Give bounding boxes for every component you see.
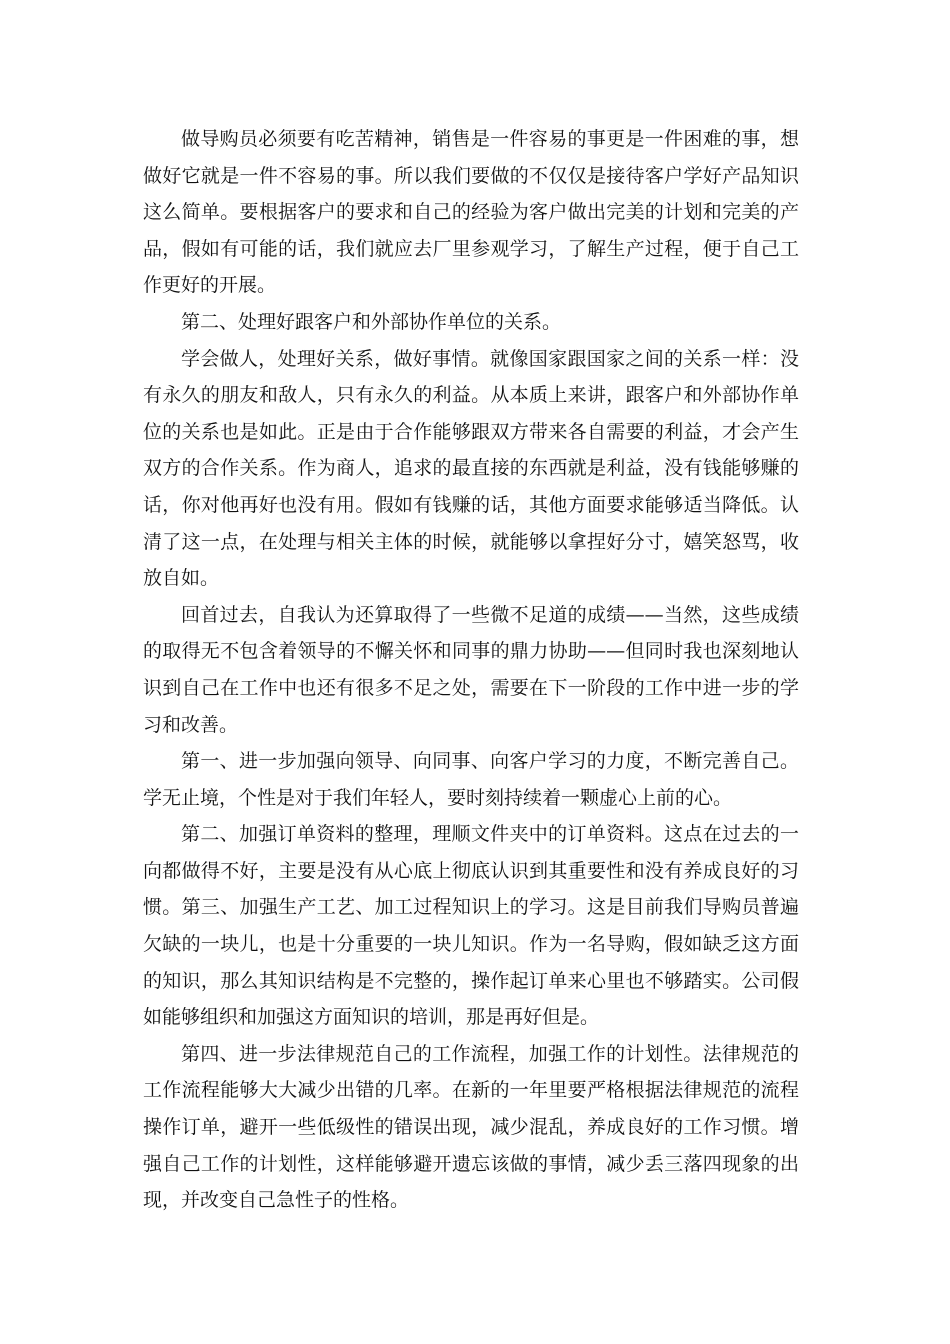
paragraph-second-third: 第二、加强订单资料的整理，理顺文件夹中的订单资料。这点在过去的一向都做得不好，主要是没有从心底上彻底认识到其重要性和没有养成良好的习惯。第三、加强生产工艺、加工过程知识上的学习。这是目前我们导购员普遍欠缺的一块儿，也是十分重要的一块儿知识。作为一名导购，假如缺乏这方面的知识，那么其知识结构是不完整的，操作起订单来心里也不够踏实。公司假如能够组织和加强这方面知识的培训，那是再好但是。 [143,823,799,1029]
document-body [143,121,799,1219]
paragraph-fourth-process: 第四、进一步法律规范自己的工作流程，加强工作的计划性。法律规范的工作流程能够大大减少出错的几率。在新的一年里要严格根据法律规范的流程操作订单，避开一些低级性的错误出现，减少混乱，养成良好的工作习惯。增强自己工作的计划性，这样能够避开遗忘该做的事情，减少丢三落四现象的出现，并改变自己急性子的性格。 [143,1042,799,1212]
paragraph-relations: 学会做人，处理好关系，做好事情。就像国家跟国家之间的关系一样：没有永久的朋友和敌人，只有永久的利益。从本质上来讲，跟客户和外部协作单位的关系也是如此。正是由于合作能够跟双方带来各自需要的利益，才会产生双方的合作关系。作为商人，追求的最直接的东西就是利益，没有钱能够赚的话，你对他再好也没有用。假如有钱赚的话，其他方面要求能够适当降低。认清了这一点，在处理与相关主体的时候，就能够以拿捏好分寸，嬉笑怒骂，收放自如。 [143,347,799,590]
paragraph-first-learning: 第一、进一步加强向领导、向同事、向客户学习的力度，不断完善自己。学无止境，个性是对于我们年轻人，要时刻持续着一颗虚心上前的心。 [143,750,799,809]
paragraph-work-attitude: 做导购员必须要有吃苦精神，销售是一件容易的事更是一件困难的事，想做好它就是一件不容易的事。所以我们要做的不仅仅是接待客户学好产品知识这么简单。要根据客户的要求和自己的经验为客户做出完美的计划和完美的产品，假如有可能的话，我们就应去厂里参观学习，了解生产过程，便于自己工作更好的开展。 [143,128,799,297]
heading-second-relations: 第二、处理好跟客户和外部协作单位的关系。 [181,310,562,333]
paragraph-review: 回首过去，自我认为还算取得了一些微不足道的成绩——当然，这些成绩的取得无不包含着领导的不懈关怀和同事的鼎力协助——但同时我也深刻地认识到自己在工作中也还有很多不足之处，需要在下一阶段的工作中进一步的学习和改善。 [143,603,799,736]
